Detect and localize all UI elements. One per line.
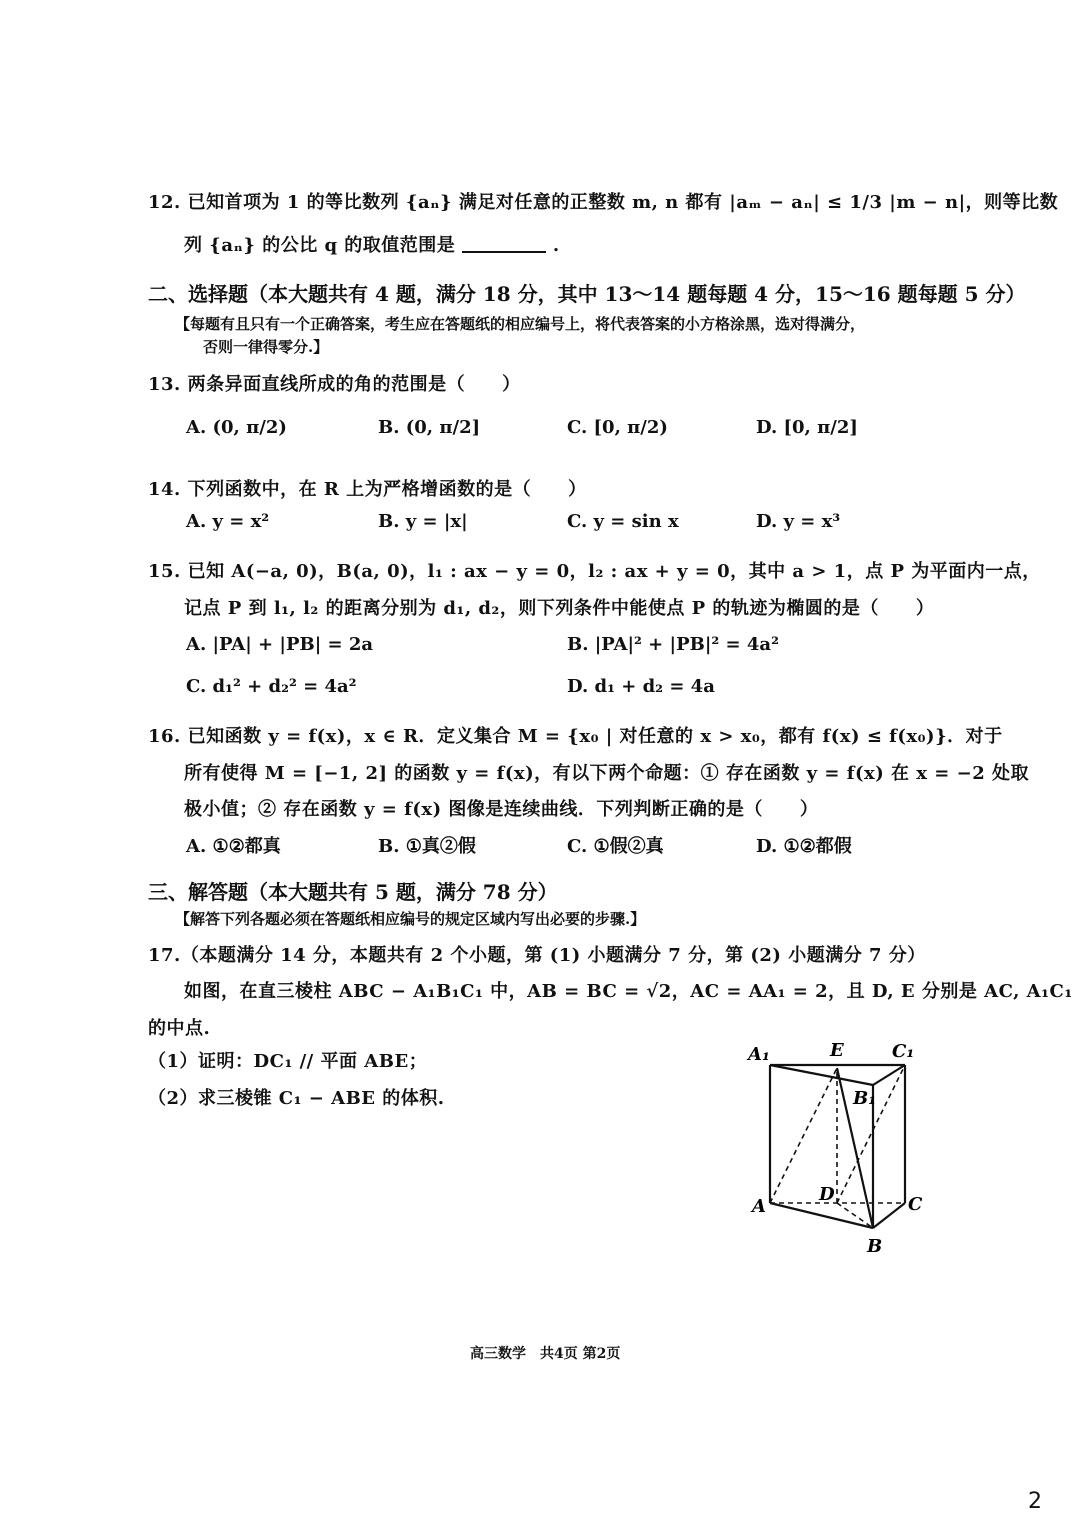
q16-line2: 所有使得 M = [−1, 2] 的函数 y = f(x)，有以下两个命题：① 存在函数 y = f(x) 在 x = −2 处取 xyxy=(184,763,1029,784)
section3-note: 【解答下列各题必须在答题纸相应编号的规定区域内写出必要的步骤.】 xyxy=(175,910,646,928)
q15-option-b: B. |PA|² + |PB|² = 4a² xyxy=(567,634,779,655)
q14-option-d: D. y = x³ xyxy=(756,511,841,532)
q16-line3: 极小值；② 存在函数 y = f(x) 图像是连续曲线．下列判断正确的是（ ） xyxy=(184,799,819,820)
q13-option-b: B. (0, π/2] xyxy=(378,417,481,438)
edge-ab xyxy=(770,1203,873,1228)
q15-option-a: A. |PA| + |PB| = 2a xyxy=(186,634,374,655)
q16-option-b: B. ①真②假 xyxy=(378,836,476,857)
prism-figure xyxy=(740,1030,940,1260)
q13-option-a: A. (0, π/2) xyxy=(186,417,287,438)
section2-title: 二、选择题（本大题共有 4 题，满分 18 分，其中 13～14 题每题 4 分，15～16 题每题 5 分） xyxy=(148,282,1026,306)
q17-line1: 如图，在直三棱柱 ABC − A₁B₁C₁ 中，AB = BC = √2，AC = AA₁ = 2，且 D, E 分别是 AC, A₁C₁ xyxy=(184,981,1073,1002)
label-b: B xyxy=(867,1236,883,1257)
page-footer: 高三数学 共4页 第2页 xyxy=(470,1346,621,1362)
q14-option-b: B. y = |x| xyxy=(378,511,468,532)
page-number: 2 xyxy=(1028,1489,1042,1514)
q17-header: 17.（本题满分 14 分，本题共有 2 个小题，第 (1) 小题满分 7 分，第 (2) 小题满分 7 分） xyxy=(148,945,926,966)
q13-stem: 13. 两条异面直线所成的角的范围是（ ） xyxy=(148,374,521,395)
edge-a1b1 xyxy=(770,1065,873,1085)
q15-option-d: D. d₁ + d₂ = 4a xyxy=(567,676,715,697)
q14-option-c: C. y = sin x xyxy=(567,511,679,532)
section3-title: 三、解答题（本大题共有 5 题，满分 78 分） xyxy=(148,880,558,904)
q12-line2-end: . xyxy=(552,235,560,256)
q14-stem: 14. 下列函数中，在 R 上为严格增函数的是（ ） xyxy=(148,479,587,500)
label-a1: A₁ xyxy=(748,1044,770,1065)
label-c1: C₁ xyxy=(892,1041,915,1062)
section2-note-line1: 【每题有且只有一个正确答案，考生应在答题纸的相应编号上，将代表答案的小方格涂黑，选对得满分， xyxy=(175,315,866,333)
q16-option-a: A. ①②都真 xyxy=(186,836,281,857)
q17-part1: （1）证明：DC₁ // 平面 ABE； xyxy=(148,1051,428,1072)
q14-option-a: A. y = x² xyxy=(186,511,270,532)
q16-line1: 16. 已知函数 y = f(x)，x ∈ R．定义集合 M = {x₀ | 对任意的 x > x₀，都有 f(x) ≤ f(x₀)}．对于 xyxy=(148,726,1003,747)
q13-option-c: C. [0, π/2) xyxy=(567,417,668,438)
q17-part2: （2）求三棱锥 C₁ − ABE 的体积. xyxy=(148,1088,445,1109)
label-c: C xyxy=(908,1194,923,1215)
section2-note-line2: 否则一律得零分.】 xyxy=(203,338,329,356)
q12-answer-blank xyxy=(462,233,546,253)
q15-line2: 记点 P 到 l₁, l₂ 的距离分别为 d₁, d₂，则下列条件中能使点 P 的轨迹为椭圆的是（ ） xyxy=(184,598,935,619)
label-e: E xyxy=(830,1040,844,1061)
q16-option-c: C. ①假②真 xyxy=(567,836,664,857)
q15-option-c: C. d₁² + d₂² = 4a² xyxy=(186,676,357,697)
q12-line1: 12. 已知首项为 1 的等比数列 {aₙ} 满足对任意的正整数 m, n 都有 |aₘ − aₙ| ≤ 1/3 |m − n|，则等比数 xyxy=(148,192,1059,213)
label-a: A xyxy=(752,1196,766,1217)
edge-b1c1 xyxy=(873,1065,905,1085)
edge-ae-hidden xyxy=(770,1068,837,1203)
q17-line2: 的中点. xyxy=(148,1018,211,1039)
q13-option-d: D. [0, π/2] xyxy=(756,417,858,438)
label-d: D xyxy=(819,1184,835,1205)
q15-line1: 15. 已知 A(−a, 0)，B(a, 0)，l₁ : ax − y = 0，l₂ : ax + y = 0，其中 a > 1，点 P 为平面内一点， xyxy=(148,561,1041,582)
q12-line2 xyxy=(184,231,560,257)
q16-option-d: D. ①②都假 xyxy=(756,836,852,857)
edge-bc xyxy=(873,1203,905,1228)
label-b1: B₁ xyxy=(853,1088,877,1109)
q12-line2-text: 列 {aₙ} 的公比 q 的取值范围是 xyxy=(184,235,456,256)
